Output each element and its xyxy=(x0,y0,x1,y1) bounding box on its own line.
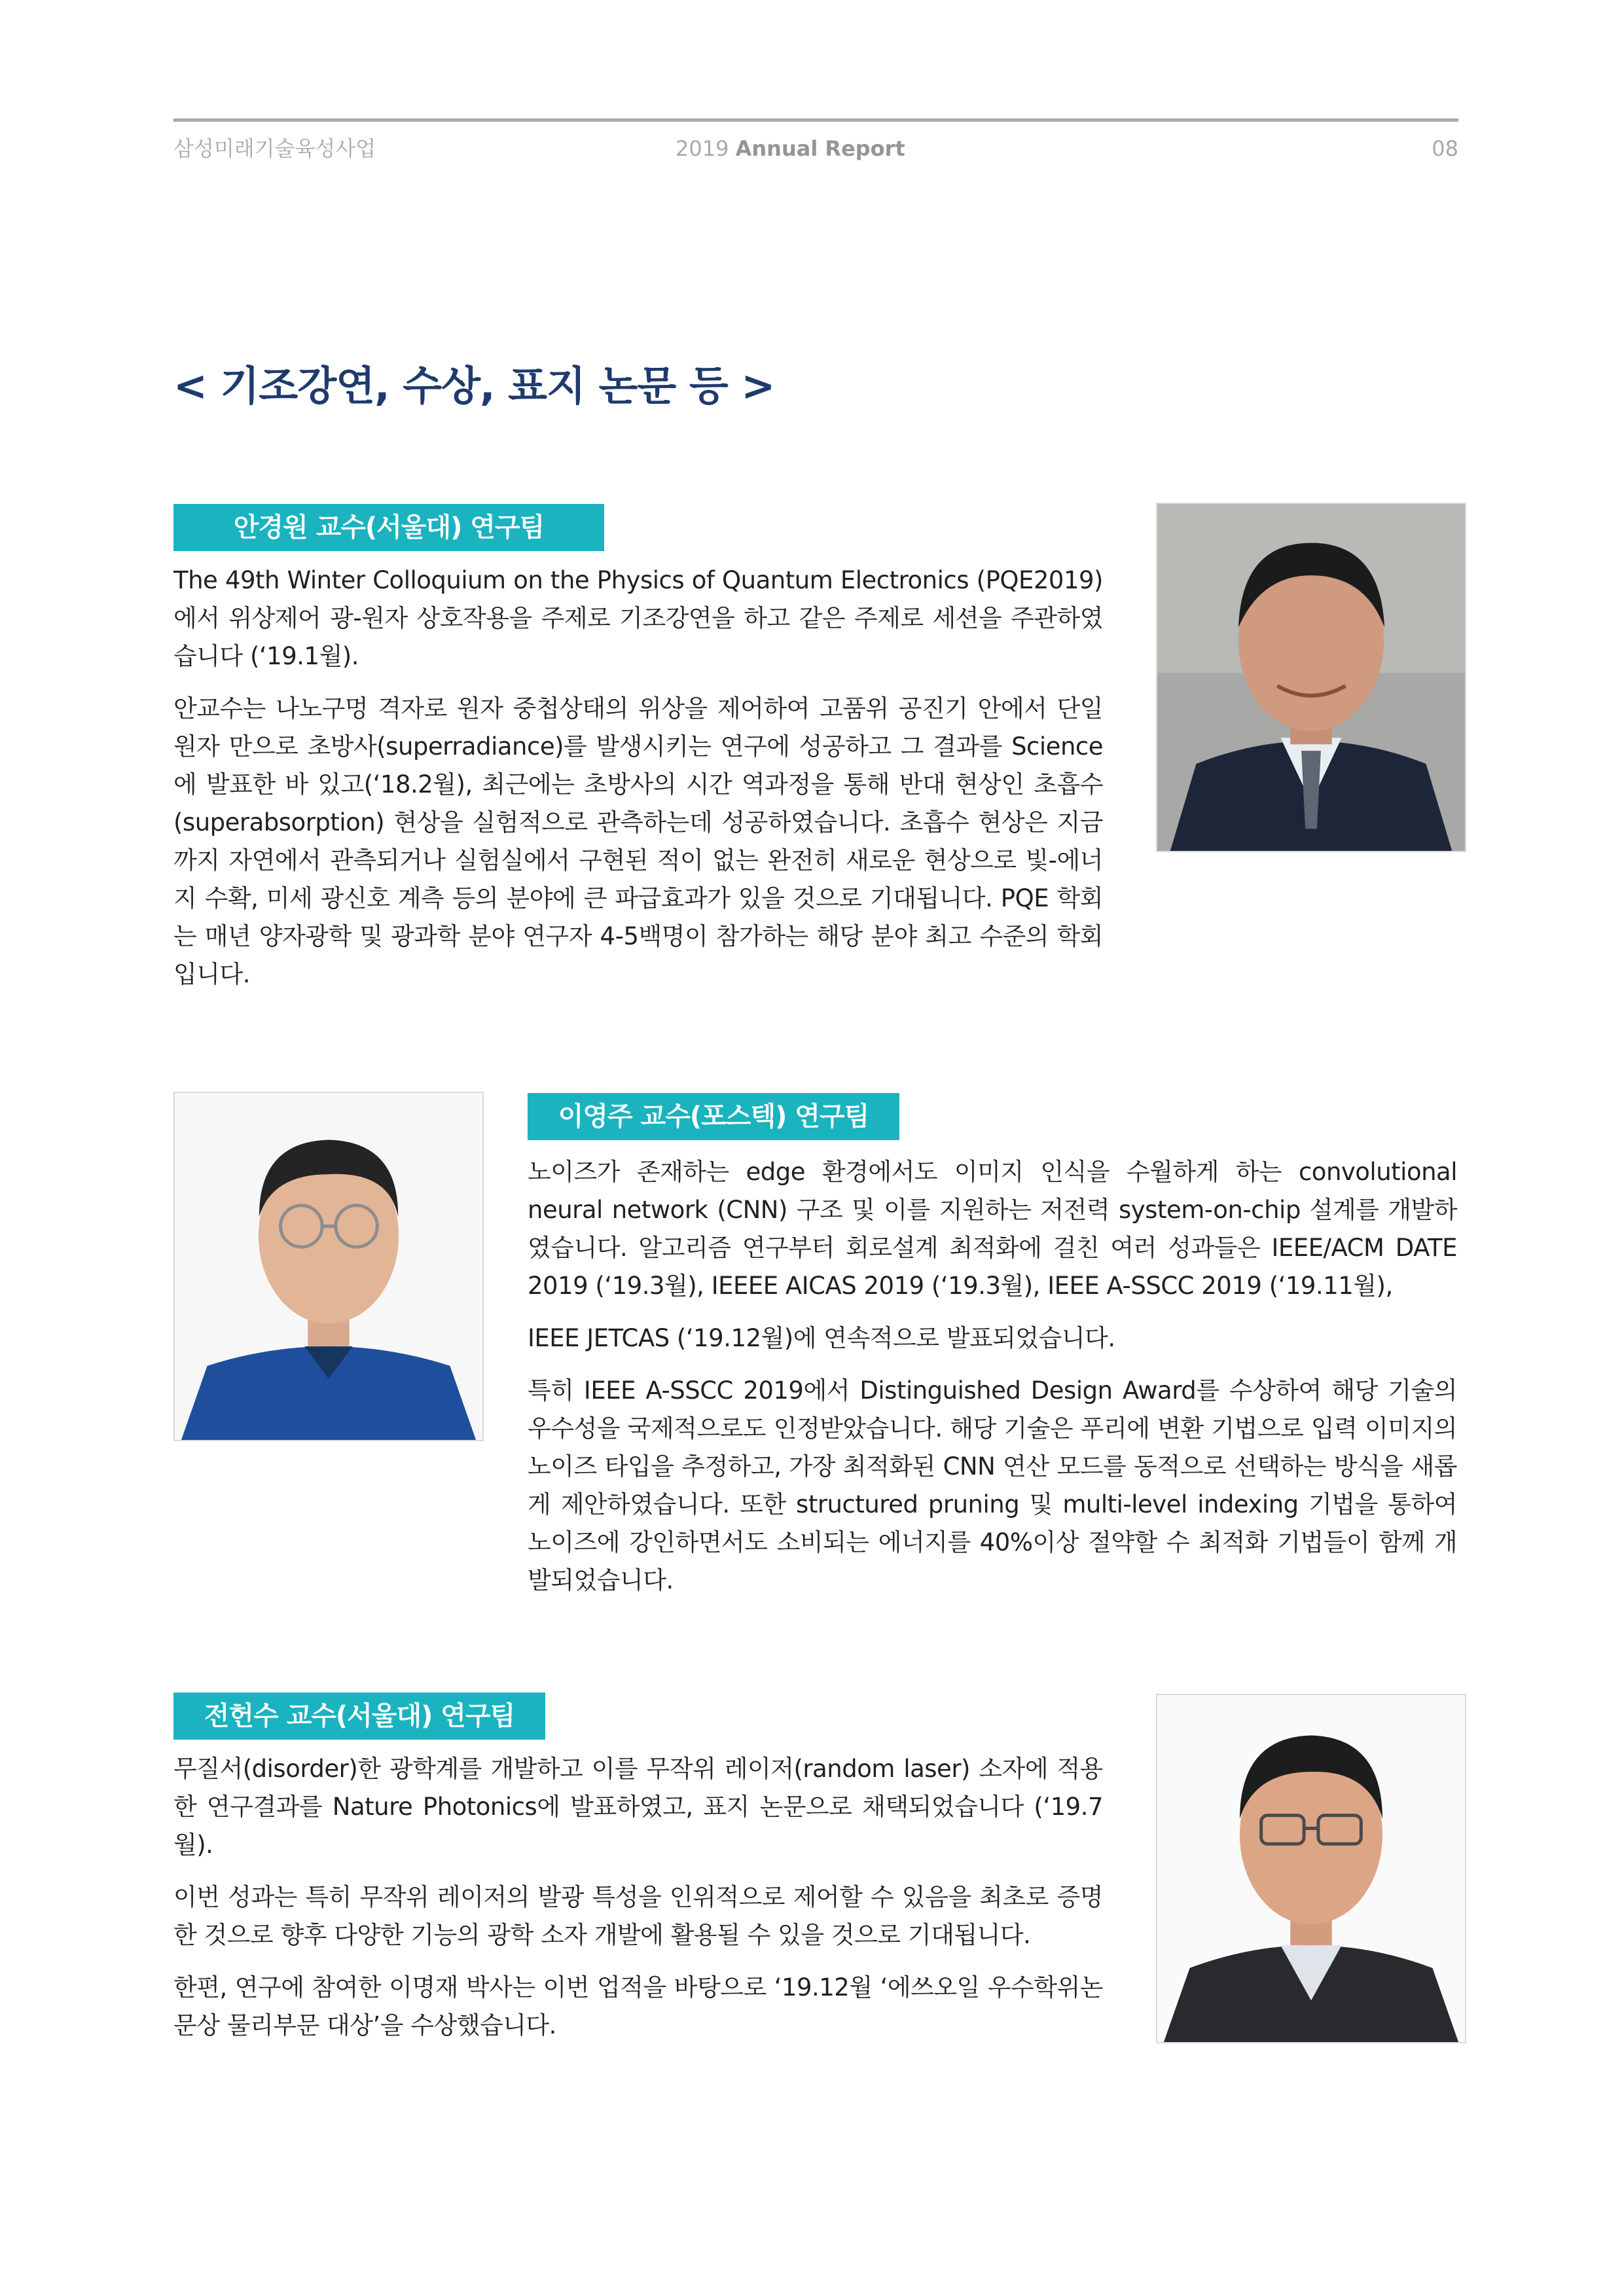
header-report-name: Annual Report xyxy=(735,136,905,161)
team-paragraph: 한편, 연구에 참여한 이명재 박사는 이번 업적을 바탕으로 ‘19.12월 ‘에쓰오일 우수학위논문상 물리부문 대상’을 수상했습니다. xyxy=(173,1973,1103,2039)
team-paragraph: 노이즈가 존재하는 edge 환경에서도 이미지 인식을 수월하게 하는 convolutional neural network (CNN) 구조 및 이를 지원하는 저전력 system-on-chip 설계를 개발하였습니다. 알고리즘 연구부터 회로설계 최적화에 걸친 여러 성과들은 IEEE/ACM DATE 2019 (‘19.3월), IEEEE AICAS 2019 (‘19.3월), IEEE A-SSCC 2019 (‘19.11월), xyxy=(528,1158,1457,1300)
header-report-year: 2019 xyxy=(676,136,729,161)
header-report xyxy=(676,134,905,163)
team-text-ahn xyxy=(173,562,1103,1008)
team-text-jeon xyxy=(173,1750,1103,2059)
team-label-ahn: 안경원 교수(서울대) 연구팀 xyxy=(173,504,604,551)
team-label-jeon: 전헌수 교수(서울대) 연구팀 xyxy=(173,1693,545,1740)
portrait-ahn xyxy=(1156,503,1466,852)
header-org: 삼성미래기술육성사업 xyxy=(173,136,376,161)
page-number: 08 xyxy=(1432,136,1458,161)
header-rule xyxy=(173,118,1458,122)
team-paragraph: 특히 IEEE A-SSCC 2019에서 Distinguished Design Award를 수상하여 해당 기술의 우수성을 국제적으로도 인정받았습니다. 해당 기술은 푸리에 변환 기법으로 입력 이미지의 노이즈 타입을 추정하고, 가장 최적화된 CNN 연산 모드를 동적으로 선택하는 방식을 새롭게 제안하였습니다. 또한 structured pruning 및 multi-level indexing 기법을 통하여 노이즈에 강인하면서도 소비되는 에너지를 40%이상 절약할 수 최적화 기법들이 함께 개발되었습니다. xyxy=(528,1376,1457,1594)
team-paragraph: 안교수는 나노구멍 격자로 원자 중첩상태의 위상을 제어하여 고품위 공진기 안에서 단일 원자 만으로 초방사(superradiance)를 발생시키는 연구에 성공하고 그 결과를 Science에 발표한 바 있고(‘18.2월), 최근에는 초방사의 시간 역과정을 통해 반대 현상인 초흡수(superabsorption) 현상을 실험적으로 관측하는데 성공하였습니다. 초흡수 현상은 지금까지 자연에서 관측되거나 실험실에서 구현된 적이 없는 완전히 새로운 현상으로 빛-에너지 수확, 미세 광신호 계측 등의 분야에 큰 파급효과가 있을 것으로 기대됩니다. PQE 학회는 매년 양자광학 및 광과학 분야 연구자 4-5백명이 참가하는 해당 분야 최고 수준의 학회입니다. xyxy=(173,694,1103,988)
team-text-lee xyxy=(528,1153,1457,1614)
portrait-jeon xyxy=(1156,1694,1466,2043)
team-paragraph: 무질서(disorder)한 광학계를 개발하고 이를 무작위 레이저(random laser) 소자에 적용한 연구결과를 Nature Photonics에 발표하였고, 표지 논문으로 채택되었습니다 (‘19.7월). xyxy=(173,1755,1103,1859)
section-title: < 기조강연, 수상, 표지 논문 등 > xyxy=(173,362,775,410)
team-paragraph: IEEE JETCAS (‘19.12월)에 연속적으로 발표되었습니다. xyxy=(528,1324,1115,1352)
team-label-lee: 이영주 교수(포스텍) 연구팀 xyxy=(528,1093,899,1140)
team-paragraph: 이번 성과는 특히 무작위 레이저의 발광 특성을 인위적으로 제어할 수 있음을 최초로 증명한 것으로 향후 다양한 기능의 광학 소자 개발에 활용될 수 있을 것으로 기대됩니다. xyxy=(173,1883,1103,1949)
team-paragraph: The 49th Winter Colloquium on the Physics of Quantum Electronics (PQE2019)에서 위상제어 광-원자 상호작용을 주제로 기조강연을 하고 같은 주제로 세션을 주관하였습니다 (‘19.1월). xyxy=(173,566,1103,670)
portrait-lee xyxy=(173,1092,484,1441)
